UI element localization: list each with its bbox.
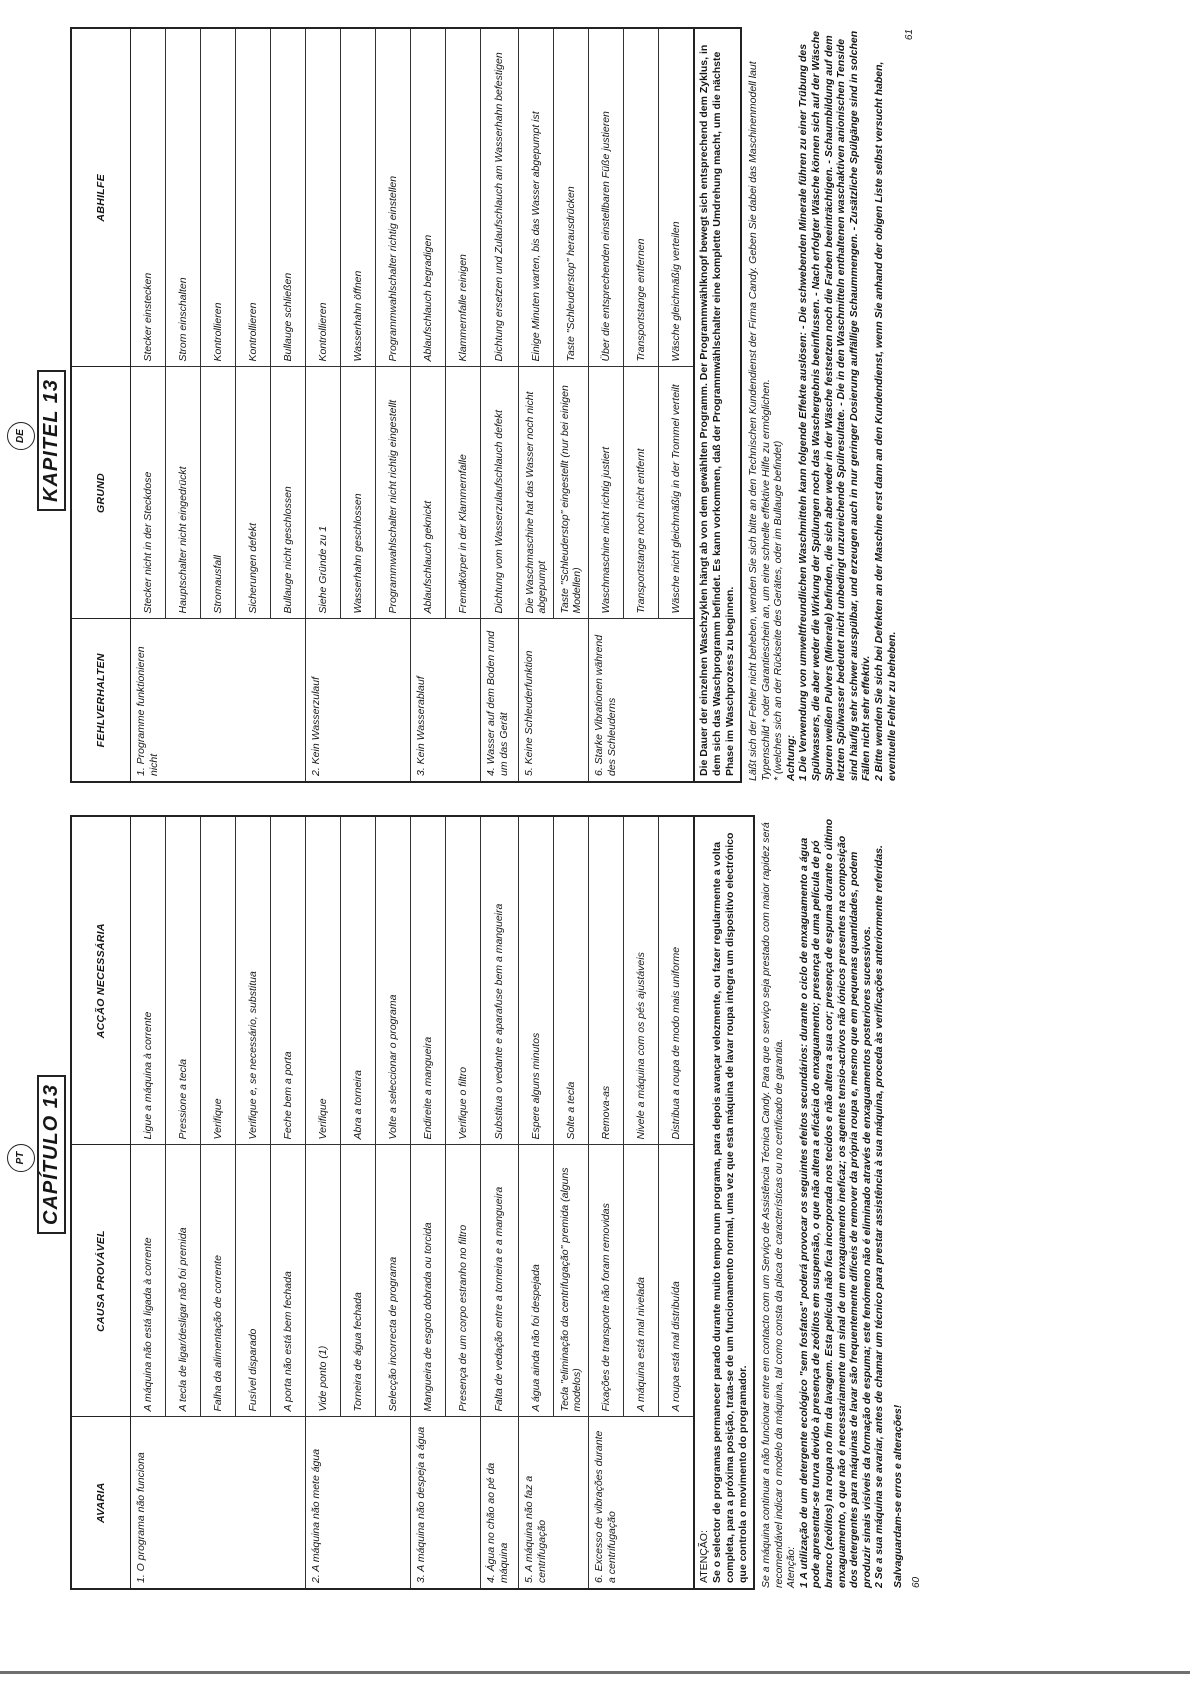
de-col-grund: GRUND	[71, 367, 131, 619]
de-footer-notes	[742, 27, 917, 783]
de-abhilfe-cell: Transportstange entfernen	[624, 28, 659, 367]
pt-avaria-cell: 6. Excesso de vibrações durante a centrifugação	[589, 1417, 695, 1589]
de-footer-intro: Läßt sich der Fehler nicht beheben, wenden Sie sich bitte an den Technischen Kundendienst der Firma Candy. Geben Sie dabei das Maschinenmodell laut Typenschild * oder Garantieschein an, um eine schnelle effektive Hilfe zu ermöglichen.	[747, 61, 772, 781]
pt-causa-cell: A máquina está mal nivelada	[624, 1145, 659, 1417]
pt-footer-note-2: 2 Se a sua máquina se avariar, antes de chamar um técnico para prestar assistência à sua máquina, proceda às verificações anteriormente referidas.	[873, 845, 886, 1588]
pt-troubleshooting-table	[70, 815, 695, 1590]
pt-causa-cell: A roupa está mal distribuída	[659, 1145, 695, 1417]
de-abhilfe-cell: Klammernfalle reinigen	[446, 28, 481, 367]
de-grund-cell: Taste "Schleuderstop" eingestellt (nur bei einigen Modellen)	[554, 367, 589, 619]
pt-causa-cell: Fixações de transporte não foram removidas	[589, 1145, 624, 1417]
de-language-badge: DE	[7, 422, 35, 450]
de-grund-cell: Stromausfall	[201, 367, 236, 619]
pt-accao-cell: Verifique	[306, 816, 341, 1145]
de-footer-note: * (welches sich an der Rückseite des Gerätes, oder im Bullauge befindet)	[772, 440, 785, 781]
pt-footer-note-1: 1 A utilização de um detergente ecológico "sem fosfatos" poderá provocar os seguintes efeitos secundários: durante o ciclo de enxaguamento a água pode apresentar-se turva devido à presença de zeólitos em suspensão, o que não altera a eficácia do enxaguamento; presença de uma película de pó branco (zeólitos) na roupa no fim da lavagem. Esta película não fica incorporada nos tecidos e não altera a sua cor; presença de espuma durante o último enxaguamento, o que não é necessariamente um sinal de um enxaguamento ineficaz; os agentes tensio-activos não iónicos presentes na composição dos detergentes para máquinas de lavar são frequentemente difíceis de remover da própria roupa e, mesmo que em pequenas quantidades, podem produzir sinais visíveis da formação de espuma; este fenómeno não é eliminado através de enxaguamentos posteriores sucessivos.	[797, 818, 873, 1588]
pt-footer-alert-label: Atenção:	[785, 1546, 798, 1588]
de-abhilfe-cell: Dichtung ersetzen und Zulaufschlauch am Wasserhahn befestigen	[481, 28, 519, 367]
de-table-header	[71, 28, 131, 782]
pt-accao-cell: Pressione a tecla	[166, 816, 201, 1145]
pt-page-number: 60	[910, 1576, 922, 1588]
pt-col-avaria: AVARIA	[71, 1417, 131, 1589]
pt-causa-cell: A água ainda não foi despejada	[519, 1145, 554, 1417]
pt-causa-cell: Mangueira de esgoto dobrada ou torcida	[411, 1145, 446, 1417]
de-grund-cell: Stecker nicht in der Steckdose	[131, 367, 166, 619]
pt-accao-cell: Endireite a mangueira	[411, 816, 446, 1145]
de-footer-note-1: 1 Die Verwendung von umweltfreundlichen Waschmitteln kann folgende Effekte auslösen: - Die schwebenden Minerale führen zu einer Trübung des Spülwassers, die aber weder die Wirkung der Spülungen noch das Waschergebnis beeinflussen. - Nach erfolgter Wäsche können sich auf der Wäsche Spuren weißen Pulvers (Minerale) befinden, die sich aber weder in der Wäsche festsetzen noch die Farben beeinträchtigen. - Schaumbildung auf dem letzten Spülwasser bedeutet nicht unbedingt unzureichende Spülresultate. - Die in den Waschmitteln enthaltenen waschaktiven anionischen Tenside sind häufig sehr schwer ausspülbar, und erzeugen auch in nur geringer Dosierung auffällige Schaummengen. - Zusätzliche Spülgänge sind in solchen Fällen nicht sehr effektiv.	[797, 30, 873, 781]
pt-attention-text: Se o selector de programas permanecer parado durante muito tempo num programa, para depois avançar velozmente, ou fazer regularmente a volta completa, para a próxima posição, trata-se de um funcionamento normal, uma vez que esta máquina de lavar roupa integra um dispositivo electrónico que controla o movimento do programador.	[711, 832, 749, 1583]
de-grund-cell: Fremdkörper in der Klammernfalle	[446, 367, 481, 619]
pt-accao-cell: Verifique e, se necessário, substitua	[236, 816, 271, 1145]
de-grund-cell: Bullauge nicht geschlossen	[271, 367, 306, 619]
de-grund-cell: Dichtung vom Wasserzulaufschlauch defekt	[481, 367, 519, 619]
de-fehl-cell: 6. Starke Vibrationen während des Schleuderns	[589, 619, 695, 782]
table-row	[131, 816, 166, 1589]
pt-avaria-cell: 3. A máquina não despeja a água	[411, 1417, 481, 1589]
table-row	[519, 28, 554, 782]
pt-attention-box	[695, 815, 755, 1590]
de-fehl-cell: 1. Programme funktionieren nicht	[131, 619, 306, 782]
pt-causa-cell: A porta não está bem fechada	[271, 1145, 306, 1417]
table-row	[589, 28, 624, 782]
pt-accao-cell: Ligue a máquina à corrente	[131, 816, 166, 1145]
de-col-fehlverhalten: FEHLVERHALTEN	[71, 619, 131, 782]
de-fehl-cell: 5. Keine Schleuderfunktion	[519, 619, 589, 782]
pt-causa-cell: Fusível disparado	[236, 1145, 271, 1417]
pt-causa-cell: Falta de vedação entre a torneira e a mangueira	[481, 1145, 519, 1417]
pt-accao-cell: Verifique	[201, 816, 236, 1145]
de-abhilfe-cell: Programmwahlschalter richtig einstellen	[376, 28, 411, 367]
pt-causa-cell: A máquina não está ligada à corrente	[131, 1145, 166, 1417]
pt-footer-disclaimer: Salvaguardam-se erros e alterações!	[891, 1404, 904, 1588]
de-grund-cell: Wasserhahn geschlossen	[341, 367, 376, 619]
de-abhilfe-cell: Kontrollieren	[236, 28, 271, 367]
pt-accao-cell: Abra a torneira	[341, 816, 376, 1145]
table-row	[306, 816, 341, 1589]
pt-header	[0, 815, 70, 1590]
de-abhilfe-cell: Stecker einstecken	[131, 28, 166, 367]
de-chapter-title: KAPITEL 13	[37, 370, 66, 511]
de-grund-cell: Transportstange noch nicht entfernt	[624, 367, 659, 619]
pt-accao-cell: Feche bem a porta	[271, 816, 306, 1145]
de-page-number: 61	[904, 29, 916, 41]
de-attention-box	[695, 27, 742, 783]
pt-causa-cell: A tecla de ligar/desligar não foi premida	[166, 1145, 201, 1417]
pt-accao-cell: Espere alguns minutos	[519, 816, 554, 1145]
de-abhilfe-cell: Kontrollieren	[306, 28, 341, 367]
de-grund-cell: Hauptschalter nicht eingedrückt	[166, 367, 201, 619]
de-grund-cell: Siehe Gründe zu 1	[306, 367, 341, 619]
de-attention-text: Die Dauer der einzelnen Waschzyklen hängt ab von dem gewählten Programm. Der Programmwählknopf bewegt sich entsprechend dem Zyklus, in dem sich das Waschprogramm befindet. Es kann vorkommen, daß der Programmwählschalter eine komplette Umdrehung macht, um die nächste Phase im Waschprozess zu beginnen.	[698, 44, 736, 776]
de-abhilfe-cell: Taste "Schleuderstop" herausdrücken	[554, 28, 589, 367]
table-row	[411, 816, 446, 1589]
de-grund-cell: Wäsche nicht gleichmäßig in der Trommel verteilt	[659, 367, 695, 619]
pt-causa-cell: Vide ponto (1)	[306, 1145, 341, 1417]
de-grund-cell: Ablaufschlauch geknickt	[411, 367, 446, 619]
de-fehl-cell: 3. Kein Wasserablauf	[411, 619, 481, 782]
de-grund-cell: Die Waschmaschine hat das Wasser noch nicht abgepumpt	[519, 367, 554, 619]
pt-accao-cell: Substitua o vedante e aparafuse bem a mangueira	[481, 816, 519, 1145]
pt-accao-cell: Solte a tecla	[554, 816, 589, 1145]
table-row	[306, 28, 341, 782]
pt-avaria-cell: 5. A máquina não faz a centrifugação	[519, 1417, 589, 1589]
pt-causa-cell: Tecla "eliminação da centrifugação" premida (alguns modelos)	[554, 1145, 589, 1417]
de-header	[0, 27, 70, 783]
pt-section	[0, 815, 923, 1590]
de-abhilfe-cell: Kontrollieren	[201, 28, 236, 367]
de-grund-cell: Waschmaschine nicht richtig justiert	[589, 367, 624, 619]
de-abhilfe-cell: Über die entsprechenden einstellbaren Füße justieren	[589, 28, 624, 367]
pt-avaria-cell: 1. O programa não funciona	[131, 1417, 306, 1589]
de-troubleshooting-table	[70, 27, 695, 783]
pt-table-header	[71, 816, 131, 1589]
pt-accao-cell: Verifique o filtro	[446, 816, 481, 1145]
table-row	[131, 28, 166, 782]
pt-causa-cell: Torneira de água fechada	[341, 1145, 376, 1417]
pt-col-causa: CAUSA PROVÁVEL	[71, 1145, 131, 1417]
de-abhilfe-cell: Strom einschalten	[166, 28, 201, 367]
pt-chapter-title: CAPÍTULO 13	[37, 1075, 66, 1234]
table-row	[481, 816, 519, 1589]
de-fehl-cell: 4. Wasser auf dem Boden rund um das Gerät	[481, 619, 519, 782]
pt-attention-label: ATENÇÃO:	[698, 1530, 710, 1583]
scan-edge-line	[0, 1671, 1190, 1674]
de-footer-note-2: 2 Bitte wenden Sie sich bei Defekten an der Maschine erst dann an den Kundendienst, wenn Sie anhand der obigen Liste selbst versucht haben, eventuelle Fehler zu beheben.	[872, 61, 898, 781]
de-grund-cell: Sicherungen defekt	[236, 367, 271, 619]
pt-accao-cell: Nivele a máquina com os pés ajustáveis	[624, 816, 659, 1145]
pt-col-accao: ACÇÃO NECESSÁRIA	[71, 816, 131, 1145]
pt-avaria-cell: 4. Água no chão ao pé da máquina	[481, 1417, 519, 1589]
table-row	[481, 28, 519, 782]
pt-accao-cell: Distribua a roupa de modo mais uniforme	[659, 816, 695, 1145]
table-row	[589, 816, 624, 1589]
de-grund-cell: Programmwahlschalter nicht richtig eingestellt	[376, 367, 411, 619]
pt-footer-notes	[755, 815, 923, 1590]
de-col-abhilfe: ABHILFE	[71, 28, 131, 367]
de-section	[0, 27, 917, 783]
de-fehl-cell: 2. Kein Wasserzulauf	[306, 619, 411, 782]
table-row	[411, 28, 446, 782]
de-abhilfe-cell: Wasserhahn öffnen	[341, 28, 376, 367]
pt-causa-cell: Presença de um corpo estranho no filtro	[446, 1145, 481, 1417]
table-row	[519, 816, 554, 1589]
pt-causa-cell: Falha da alimentação de corrente	[201, 1145, 236, 1417]
de-abhilfe-cell: Einige Minuten warten, bis das Wasser abgepumpt ist	[519, 28, 554, 367]
de-footer-alert-label: Achtung:	[784, 734, 797, 781]
de-abhilfe-cell: Bullauge schließen	[271, 28, 306, 367]
pt-accao-cell: Remova-as	[589, 816, 624, 1145]
de-abhilfe-cell: Wäsche gleichmäßig verteilen	[659, 28, 695, 367]
pt-causa-cell: Selecção incorrecta de programa	[376, 1145, 411, 1417]
pt-accao-cell: Volte a seleccionar o programa	[376, 816, 411, 1145]
pt-language-badge: PT	[7, 1144, 35, 1172]
de-abhilfe-cell: Ablaufschlauch begradigen	[411, 28, 446, 367]
pt-footer-intro: Se a máquina continuar a não funcionar entre em contacto com um Serviço de Assistência Técnica Candy. Para que o serviço seja prestado com maior rapidez será recomendável indicar o modelo da máquina, tal como consta da placa de características ou no certificado de garantia.	[760, 822, 785, 1588]
pt-avaria-cell: 2. A máquina não mete água	[306, 1417, 411, 1589]
